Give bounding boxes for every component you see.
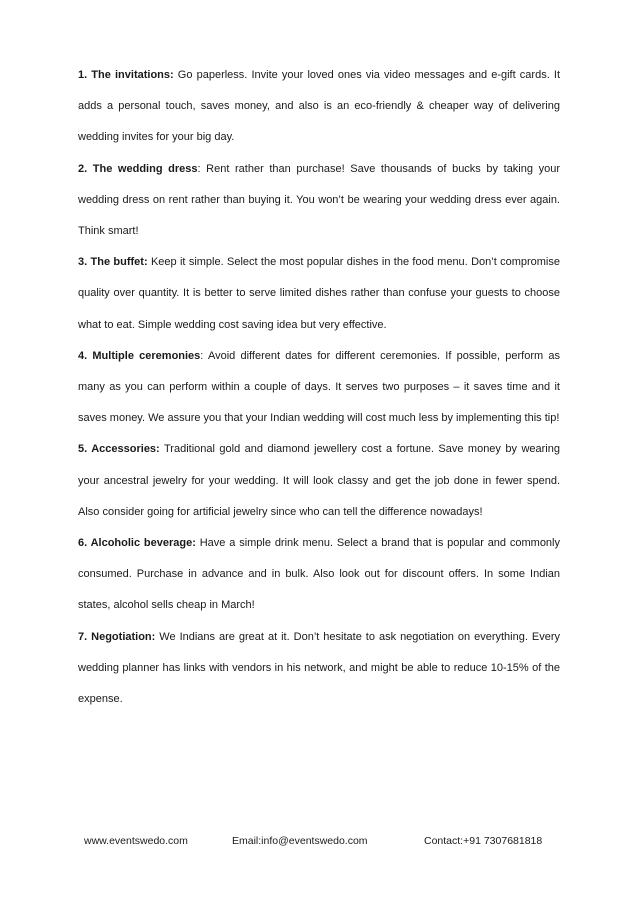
footer-website: www.eventswedo.com [84,835,188,847]
tip-text: Keep it simple. Select the most popular dishes in the food menu. Don’t compromise quality over quantity. It is better to serve limited dishes rather than confuse your guests to choose what to eat. Simple wedding cost saving idea but very effective. [78,256,560,331]
tip-heading: 5. Accessories: [78,443,160,456]
tips-list [78,60,560,715]
tip-heading: 7. Negotiation: [78,630,156,643]
tip-item [78,528,560,622]
tip-text: We Indians are great at it. Don’t hesitate to ask negotiation on everything. Every wedding planner has links with vendors in his network, and might be able to reduce 10-15% of the expense. [78,630,560,706]
tip-item [78,60,560,154]
tip-item [78,622,560,716]
footer-contact: Contact:+91 7307681818 [424,835,543,847]
tip-text: Go paperless. Invite your loved ones via video messages and e-gift cards. It adds a personal touch, saves money, and also is an eco-friendly & cheaper way of delivering wedding invites for your big day. [78,69,560,144]
tip-text: : Rent rather than purchase! Save thousands of bucks by taking your wedding dress on rent rather than buying it. You won’t be wearing your wedding dress ever again. Think smart! [78,162,560,238]
tip-text: Have a simple drink menu. Select a brand that is popular and commonly consumed. Purchase in advance and in bulk. Also look out for discount offers. In some Indian states, alcohol sells cheap in March! [78,537,560,612]
tip-item [78,154,560,248]
footer-email: Email:info@eventswedo.com [232,835,368,847]
page-footer [0,835,638,865]
tip-item [78,341,560,435]
tip-heading: 2. The wedding dress [78,162,198,175]
tip-heading: 3. The buffet: [78,256,148,269]
tip-heading: 4. Multiple ceremonies [78,349,201,362]
tip-item [78,247,560,341]
tip-heading: 6. Alcoholic beverage: [78,537,196,550]
tip-item [78,434,560,528]
tip-text: : Avoid different dates for different ceremonies. If possible, perform as many as you can perform within a couple of days. It serves two purposes – it saves time and it saves money. We assure you that your Indian wedding will cost much less by implementing this tip! [78,349,560,425]
tip-text: Traditional gold and diamond jewellery cost a fortune. Save money by wearing your ancestral jewelry for your wedding. It will look classy and get the job done in fewer spend. Also consider going for artificial jewelry since who can tell the difference nowadays! [78,443,560,518]
tip-heading: 1. The invitations: [78,69,174,81]
